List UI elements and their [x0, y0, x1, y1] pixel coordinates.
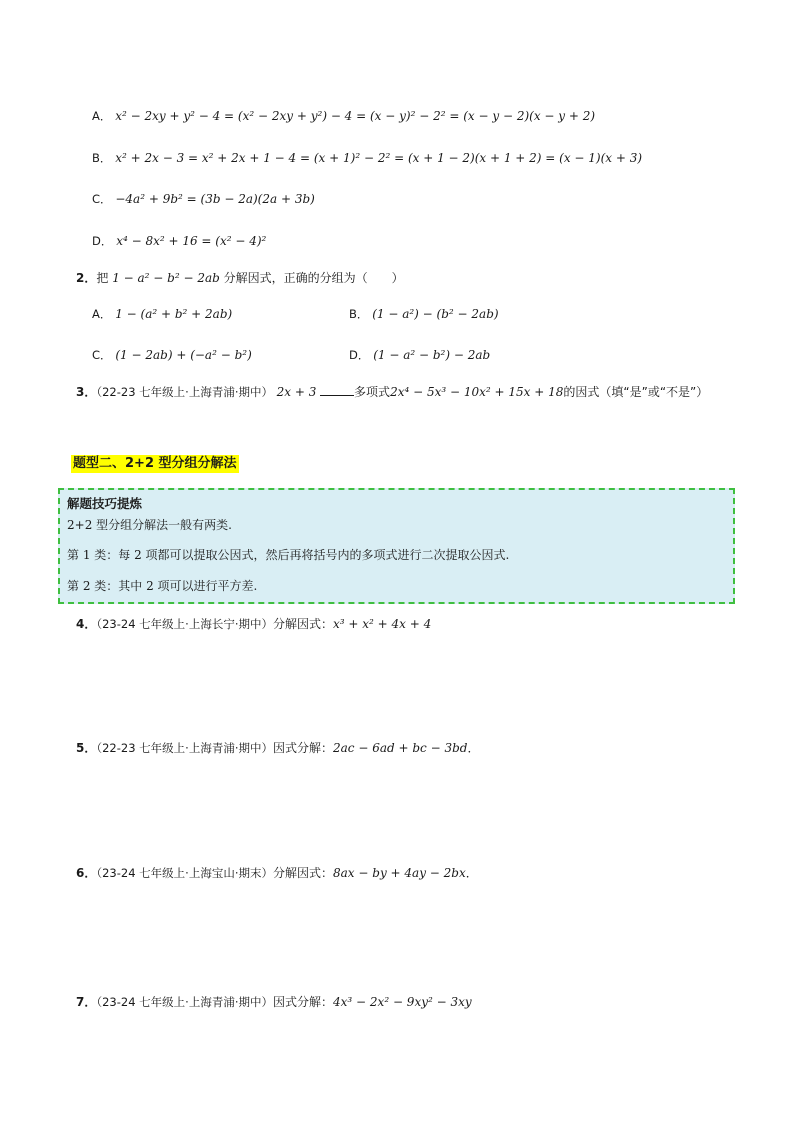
tip-box: [58, 488, 735, 604]
q2-option-a: [92, 306, 232, 322]
question-7: [76, 994, 472, 1010]
question-prompt: 分解因式：: [273, 866, 334, 880]
question-expression: 1 − a² − b² − 2ab: [112, 271, 220, 285]
option-label: C．: [92, 192, 112, 206]
tip-line: 第 1 类：每 2 项都可以提取公因式，然后再将括号内的多项式进行二次提取公因式.: [67, 548, 510, 562]
option-label: A．: [92, 109, 112, 123]
question-prompt: 因式分解：: [273, 995, 334, 1009]
question-source: （22-23 七年级上·上海青浦·期中）: [96, 385, 273, 399]
option-expression: −4a² + 9b² = (3b − 2a)(2a + 3b): [115, 192, 315, 206]
option-expression: x² − 2xy + y² − 4 = (x² − 2xy + y²) − 4 = (x − y)² − 2² = (x − y − 2)(x − y + 2): [115, 109, 596, 123]
question-expression: 2ac − 6ad + bc − 3bd: [333, 741, 468, 755]
question-5: [76, 740, 479, 756]
question-source: （23-24 七年级上·上海青浦·期中）: [96, 995, 273, 1009]
question-prompt: 分解因式：: [273, 617, 334, 631]
question-expression: 4x³ − 2x² − 9xy² − 3xy: [333, 995, 472, 1009]
question-3: [76, 384, 708, 400]
question-text: 多项式: [354, 385, 391, 399]
question-number: 6．: [76, 866, 97, 880]
option-expression: (1 − a² − b²) − 2ab: [373, 348, 491, 362]
option-label: B．: [349, 307, 369, 321]
option-expression: x⁴ − 8x² + 16 = (x² − 4)²: [116, 234, 267, 248]
answer-blank[interactable]: [320, 385, 354, 396]
section-heading: 题型二、2+2 型分组分解法: [73, 456, 237, 471]
option-expression: (1 − a²) − (b² − 2ab): [372, 307, 499, 321]
question-number: 5．: [76, 741, 97, 755]
tip-line: 第 2 类：其中 2 项可以进行平方差.: [67, 579, 258, 593]
option-label: C．: [92, 348, 112, 362]
question-number: 7．: [76, 995, 97, 1009]
q2-option-d: [349, 347, 490, 363]
question-source: （23-24 七年级上·上海宝山·期末）: [96, 866, 273, 880]
tip-title: 解题技巧提炼: [67, 496, 143, 511]
option-expression: 1 − (a² + b² + 2ab): [115, 307, 233, 321]
question-number: 4．: [76, 617, 97, 631]
tip-line: 2+2 型分组分解法一般有两类.: [67, 518, 232, 532]
question-expression: 2x + 3: [276, 385, 317, 399]
question-source: （22-23 七年级上·上海青浦·期中）: [96, 741, 273, 755]
option-label: D．: [349, 348, 370, 362]
q1-option-c: [92, 191, 315, 207]
question-prompt: 因式分解：: [273, 741, 334, 755]
question-expression: 8ax − by + 4ay − 2bx: [333, 866, 466, 880]
question-expression: 2x⁴ − 5x³ − 10x² + 15x + 18: [390, 385, 564, 399]
question-text: 把: [96, 271, 109, 285]
question-source: （23-24 七年级上·上海长宁·期中）: [96, 617, 273, 631]
option-expression: (1 − 2ab) + (−a² − b²): [115, 348, 252, 362]
question-6: [76, 865, 478, 881]
q2-option-c: [92, 347, 252, 363]
q1-option-b: [92, 150, 642, 166]
q2-option-b: [349, 306, 499, 322]
question-2: [76, 270, 404, 286]
q1-option-a: [92, 108, 595, 124]
option-expression: x² + 2x − 3 = x² + 2x + 1 − 4 = (x + 1)² − 2² = (x + 1 − 2)(x + 1 + 2) = (x − 1)(x + 3): [115, 151, 643, 165]
q1-option-d: [92, 233, 266, 249]
option-label: B．: [92, 151, 112, 165]
question-expression: x³ + x² + 4x + 4: [333, 617, 432, 631]
question-4: [76, 616, 431, 632]
question-number: 3．: [76, 385, 97, 399]
question-text: 分解因式，正确的分组为（ ）: [223, 271, 404, 285]
question-text: 的因式（填“是”或“不是”）: [563, 385, 709, 399]
question-tail: ．: [467, 741, 480, 755]
question-number: 2．: [76, 271, 97, 285]
option-label: D．: [92, 234, 113, 248]
question-tail: ．: [465, 866, 478, 880]
option-label: A．: [92, 307, 112, 321]
